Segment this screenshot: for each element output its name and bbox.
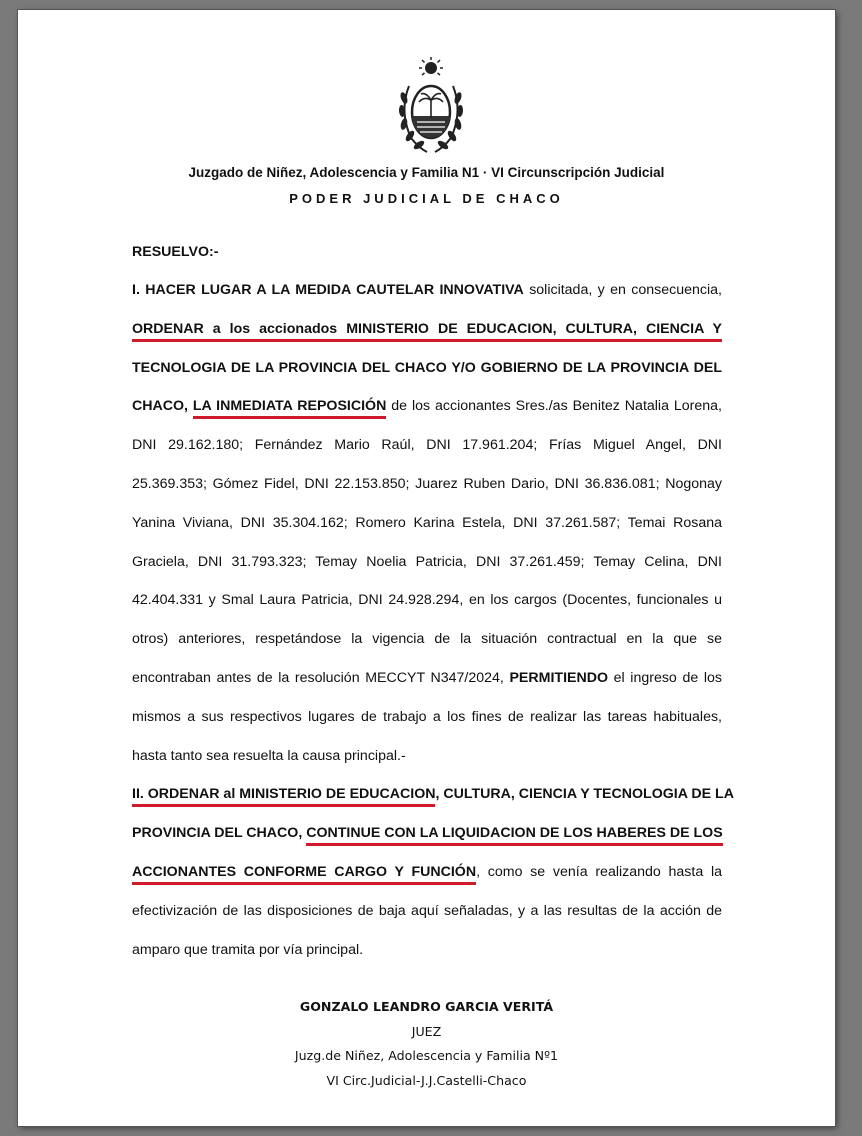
paragraph-1-line: TECNOLOGIA DE LA PROVINCIA DEL CHACO Y/O GOBIERNO DE LA PROVINCIA DEL	[132, 359, 722, 376]
paragraph-1-line: 42.404.331 y Smal Laura Patricia, DNI 24.928.294, en los cargos (Docentes, funcionales u	[132, 592, 722, 609]
paragraph-2-line: amparo que tramita por vía principal.	[132, 941, 364, 958]
coat-of-arms-seal-icon	[395, 56, 467, 160]
underline-reposicion: LA INMEDIATA REPOSICIÓN	[193, 398, 386, 419]
paragraph-2-line: II. ORDENAR al MINISTERIO DE EDUCACION, CULTURA, CIENCIA Y TECNOLOGIA DE LA	[132, 775, 722, 814]
resolution-body	[132, 234, 734, 969]
underline-ordenar-ministerio: II. ORDENAR al MINISTERIO DE EDUCACION	[132, 786, 435, 807]
judge-name: GONZALO LEANDRO GARCIA VERITÁ	[299, 999, 554, 1014]
underline-accionantes: ACCIONANTES CONFORME CARGO Y FUNCIÓN	[132, 864, 476, 885]
paragraph-1-line: I. HACER LUGAR A LA MEDIDA CAUTELAR INNOVATIVA solicitada, y en consecuencia,	[132, 282, 723, 298]
paragraph-1-line: encontraban antes de la resolución MECCYT N347/2024, PERMITIENDO el ingreso de los	[132, 669, 722, 686]
paragraph-1-line: hasta tanto sea resuelta la causa principal.-	[132, 747, 406, 764]
signature-location: VI Circ.Judicial-J.J.Castelli-Chaco	[326, 1072, 527, 1088]
institution-name: PODER JUDICIAL DE CHACO	[289, 191, 564, 206]
paragraph-1-line: mismos a sus respectivos lugares de trabajo a los fines de realizar las tareas habituales,	[132, 708, 722, 725]
paragraph-1-line: Yanina Viviana, DNI 35.304.162; Romero Karina Estela, DNI 37.261.587; Temai Rosana	[132, 514, 722, 531]
signature-court: Juzg.de Niñez, Adolescencia y Familia Nº1	[294, 1048, 559, 1063]
paragraph-2-line: PROVINCIA DEL CHACO, CONTINUE CON LA LIQUIDACION DE LOS HABERES DE LOS	[132, 814, 722, 853]
paragraph-1-line: ORDENAR a los accionados MINISTERIO DE EDUCACION, CULTURA, CIENCIA Y	[132, 310, 722, 349]
underline-liquidacion: CONTINUE CON LA LIQUIDACION DE LOS HABERES DE LOS	[306, 825, 722, 846]
paragraph-1-line: Graciela, DNI 31.793.323; Temay Noelia Patricia, DNI 37.261.459; Temay Celina, DNI	[132, 553, 722, 570]
paragraph-1-line: DNI 29.162.180; Fernández Mario Raúl, DNI 17.961.204; Frías Miguel Angel, DNI	[132, 437, 722, 454]
document-page	[18, 10, 835, 1126]
court-name: Juzgado de Niñez, Adolescencia y Familia N1 · VI Circunscripción Judicial	[188, 165, 665, 180]
resuelvo-heading: RESUELVO:-	[132, 244, 219, 260]
signature-block	[18, 995, 835, 1093]
paragraph-1-line: CHACO, LA INMEDIATA REPOSICIÓN de los accionantes Sres./as Benitez Natalia Lorena,	[132, 387, 722, 426]
judge-title: JUEZ	[411, 1023, 442, 1039]
underline-ordenar: ORDENAR	[132, 321, 204, 342]
paragraph-1-line: otros) anteriores, respetándose la vigencia de la situación contractual en la que se	[132, 631, 722, 648]
paragraph-2-line: efectivización de las disposiciones de baja aquí señaladas, y a las resultas de la acción de	[132, 902, 722, 919]
paragraph-2-line: ACCIONANTES CONFORME CARGO Y FUNCIÓN, como se venía realizando hasta la	[132, 853, 722, 892]
paragraph-1-line: 25.369.353; Gómez Fidel, DNI 22.153.850; Juarez Ruben Dario, DNI 36.836.081; Nogonay	[132, 475, 722, 492]
